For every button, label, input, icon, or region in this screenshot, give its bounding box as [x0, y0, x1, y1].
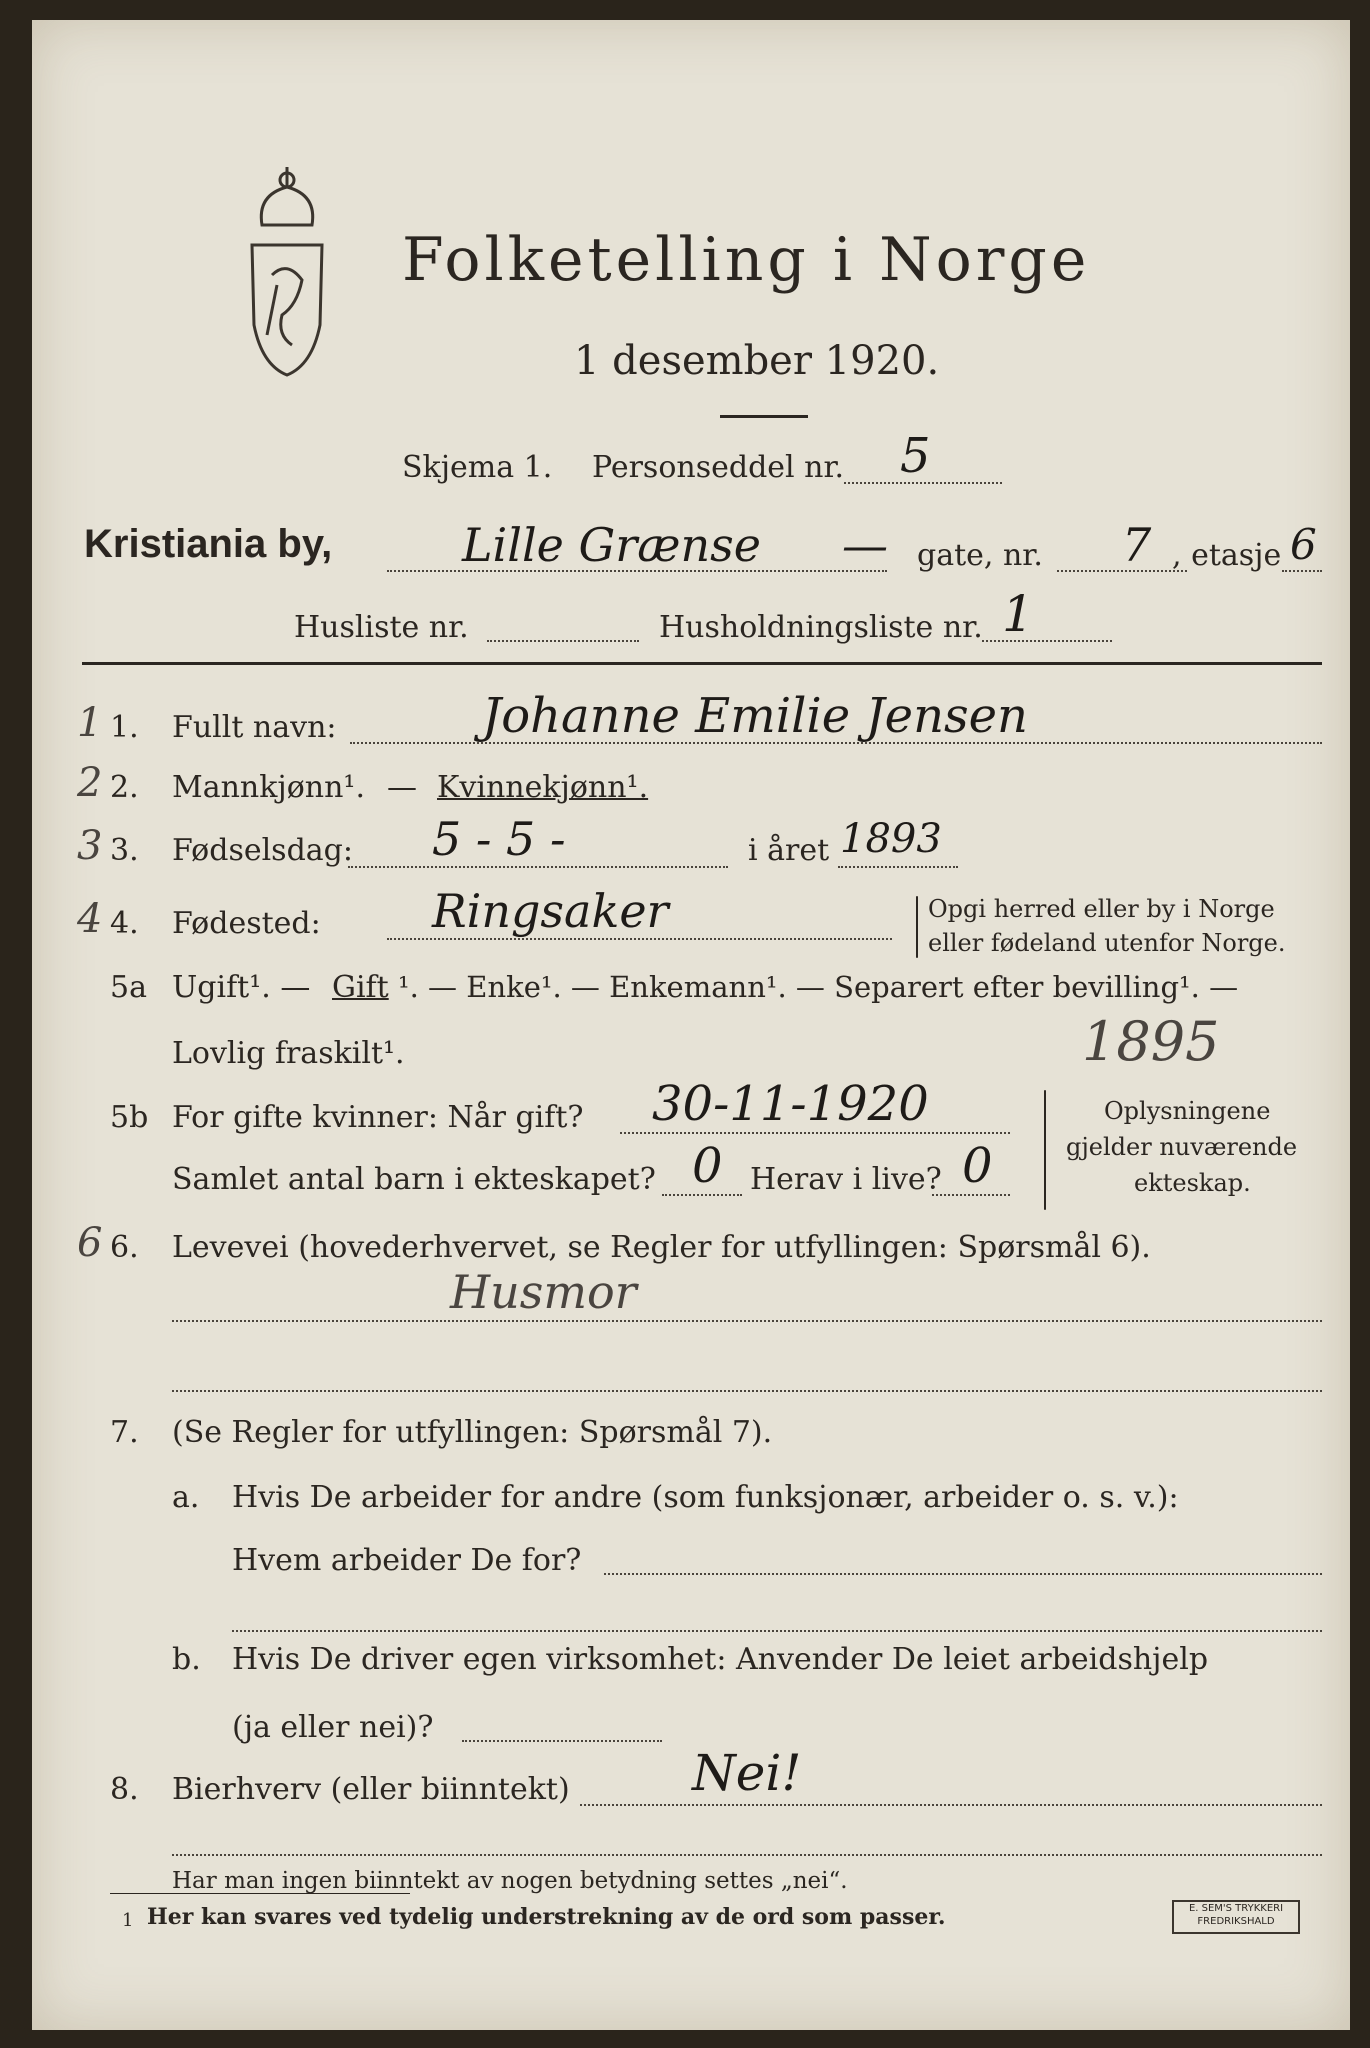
birth-date-value[interactable]: 5 - 5 -: [432, 812, 566, 866]
q7a-employer-label: Hvem arbeider De for?: [232, 1543, 582, 1578]
q6-field-line-2: [172, 1390, 1322, 1392]
q5b-label: For gifte kvinner: Når gift?: [172, 1100, 584, 1135]
q5b-note-line2: gjelder nuværende: [1066, 1133, 1298, 1161]
schema-label: Skjema 1.: [402, 450, 553, 485]
q4-field-line: [387, 938, 892, 940]
side-income-value[interactable]: Nei!: [692, 1744, 802, 1802]
q4-note-brace: [916, 896, 918, 958]
etasje-value[interactable]: 6: [1290, 520, 1317, 569]
personseddel-label: Personseddel nr.: [592, 450, 845, 485]
children-count-value[interactable]: 0: [692, 1138, 723, 1194]
husholdningsliste-label: Husholdningsliste nr.: [659, 610, 983, 645]
q6-number: 6.: [110, 1230, 139, 1265]
q5a-married-option[interactable]: Gift: [332, 970, 389, 1005]
q5b-children-label: Samlet antal barn i ekteskapet?: [172, 1162, 656, 1197]
form-title: Folketelling i Norge: [402, 225, 1091, 295]
q2-male-option[interactable]: Mannkjønn¹.: [172, 770, 365, 805]
q5b-note-line3: ekteskap.: [1134, 1169, 1251, 1197]
q5b-children-field-line: [662, 1194, 742, 1196]
number-value[interactable]: 7: [1122, 518, 1152, 572]
q5b-field-line: [620, 1132, 1010, 1134]
q5b-alive-field-line: [932, 1194, 1010, 1196]
husliste-label: Husliste nr.: [294, 610, 469, 645]
occupation-value[interactable]: Husmor: [450, 1265, 637, 1319]
margin-mark-6: 6: [77, 1220, 103, 1266]
q4-number: 4.: [110, 906, 139, 941]
margin-mark-2: 2: [77, 760, 103, 806]
margin-mark-4: 4: [77, 896, 103, 942]
header-divider: [82, 662, 1322, 665]
q7b-field-line: [462, 1740, 662, 1742]
footnote-rule: [110, 1893, 410, 1894]
q5a-unmarried-option[interactable]: Ugift¹. —: [172, 970, 311, 1005]
city-label: Kristiania by,: [84, 522, 333, 566]
q5b-note-brace: [1044, 1090, 1046, 1210]
husholdningsliste-value[interactable]: 1: [1002, 585, 1034, 643]
q2-female-option[interactable]: Kvinnekjønn¹.: [437, 770, 649, 805]
footnote-number: 1: [122, 1910, 134, 1931]
street-dash: —: [842, 518, 888, 572]
q3-year-label: i året: [748, 833, 830, 868]
printer-stamp: E. SEM'S TRYKKERI FREDRIKSHALD: [1172, 1900, 1300, 1934]
footnote-text: Her kan svares ved tydelig understrekning av de ord som passer.: [147, 1904, 946, 1930]
q6-field-line-1: [172, 1320, 1322, 1322]
q4-label: Fødested:: [172, 906, 321, 941]
husliste-field-line: [487, 640, 639, 642]
q7a-field-line-2: [232, 1630, 1322, 1632]
q4-note-line1: Opgi herred eller by i Norge: [928, 895, 1275, 923]
full-name-value[interactable]: Johanne Emilie Jensen: [482, 688, 1028, 744]
q7b-label: Hvis De driver egen virksomhet: Anvender De leiet arbeidshjelp: [232, 1642, 1209, 1677]
margin-mark-3: 3: [77, 823, 103, 869]
q1-number: 1.: [110, 710, 139, 745]
q3-label: Fødselsdag:: [172, 833, 353, 868]
birthplace-value[interactable]: Ringsaker: [432, 884, 669, 938]
q8-number: 8.: [110, 1772, 139, 1807]
footer-note: Har man ingen biinntekt av nogen betydning settes „nei“.: [172, 1868, 848, 1894]
title-divider: [720, 415, 808, 418]
census-form: [32, 20, 1350, 2030]
q4-note-line2: eller fødeland utenfor Norge.: [928, 929, 1286, 957]
q8-field-line-2: [172, 1854, 1322, 1856]
q5b-note-line1: Oplysningene: [1104, 1097, 1271, 1125]
street-value[interactable]: Lille Grænse: [462, 518, 761, 572]
marriage-date-value[interactable]: 30-11-1920: [652, 1076, 929, 1132]
q6-label: Levevei (hovederhvervet, se Regler for utfyllingen: Spørsmål 6).: [172, 1230, 1151, 1265]
q5a-annotation: 1895: [1082, 1010, 1220, 1073]
q5a-other-options[interactable]: ¹. — Enke¹. — Enkemann¹. — Separert efter bevilling¹. —: [398, 970, 1239, 1004]
q8-label: Bierhverv (eller biinntekt): [172, 1772, 570, 1807]
personseddel-value[interactable]: 5: [900, 428, 931, 484]
children-alive-value[interactable]: 0: [962, 1138, 993, 1194]
q2-number: 2.: [110, 770, 139, 805]
q7a-field-line-1: [604, 1573, 1322, 1575]
q8-field-line-1: [580, 1804, 1322, 1806]
gate-label: gate, nr.: [917, 538, 1043, 573]
q3-number: 3.: [110, 833, 139, 868]
q3-year-field-line: [838, 866, 958, 868]
etasje-label: , etasje: [1172, 538, 1282, 573]
q7a-number: a.: [172, 1480, 200, 1515]
etasje-field-line: [1282, 570, 1322, 572]
census-date: 1 desember 1920.: [574, 338, 940, 384]
q2-dash: —: [387, 770, 417, 805]
coat-of-arms-emblem: [232, 165, 342, 385]
q7b-number: b.: [172, 1642, 201, 1677]
q5b-number: 5b: [110, 1100, 149, 1135]
q7b-yes-no-label: (ja eller nei)?: [232, 1710, 434, 1745]
q5b-alive-label: Herav i live?: [750, 1162, 942, 1197]
q7a-label: Hvis De arbeider for andre (som funksjonær, arbeider o. s. v.):: [232, 1480, 1179, 1515]
q1-label: Fullt navn:: [172, 710, 337, 745]
q7-number: 7.: [110, 1415, 139, 1450]
q3-field-line: [348, 866, 728, 868]
q5a-divorced-option[interactable]: Lovlig fraskilt¹.: [172, 1036, 405, 1071]
q5a-number: 5a: [110, 970, 147, 1005]
q7-label: (Se Regler for utfyllingen: Spørsmål 7).: [172, 1415, 773, 1450]
margin-mark-1: 1: [77, 700, 103, 746]
birth-year-value[interactable]: 1893: [840, 816, 942, 862]
